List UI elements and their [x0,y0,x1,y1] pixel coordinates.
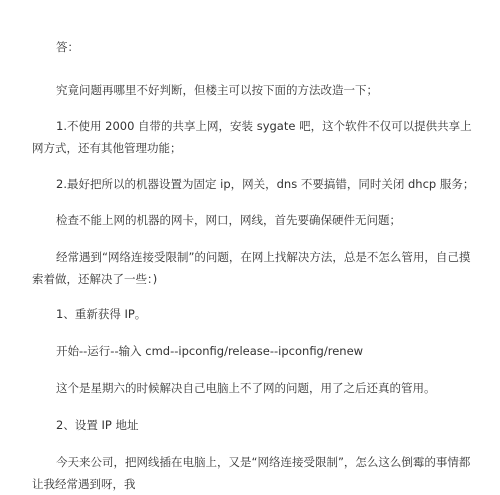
paragraph-answer: 答： [56,40,79,54]
paragraph-network-limited: 经常遇到“网络连接受限制”的问题，在网上找解决方法，总是不怎么管用，自己摸索着做，还解决了一些：) [32,250,471,286]
paragraph-step-1-note: 这个是星期六的时候解决自己电脑上不了网的问题，用了之后还真的管用。 [56,381,436,395]
paragraph-check-hardware: 检查不能上网的机器的网卡，网口，网线，首先要确保硬件无问题； [56,213,401,227]
paragraph-point-1: 1.不使用 2000 自带的共享上网，安装 sygate 吧，这个软件不仅可以提供共享上网方式，还有其他管理功能； [32,119,472,155]
paragraph-point-2: 2.最好把所以的机器设置为固定 ip，网关，dns 不要搞错，同时关闭 dhcp 服务； [56,177,475,191]
paragraph-step-2-story: 今天来公司，把网线插在电脑上，又是“网络连接受限制”，怎么这么倒霉的事情都让我经常遇到呀，我 [32,455,471,491]
paragraph-step-2-heading: 2、设置 IP 地址 [56,418,139,432]
paragraph-intro: 究竟问题再哪里不好判断，但楼主可以按下面的方法改造一下； [56,83,378,97]
paragraph-step-1-heading: 1、重新获得 IP。 [56,307,147,321]
paragraph-step-1-command: 开始--运行--输入 cmd--ipconfig/release--ipconfig/renew [56,344,364,358]
